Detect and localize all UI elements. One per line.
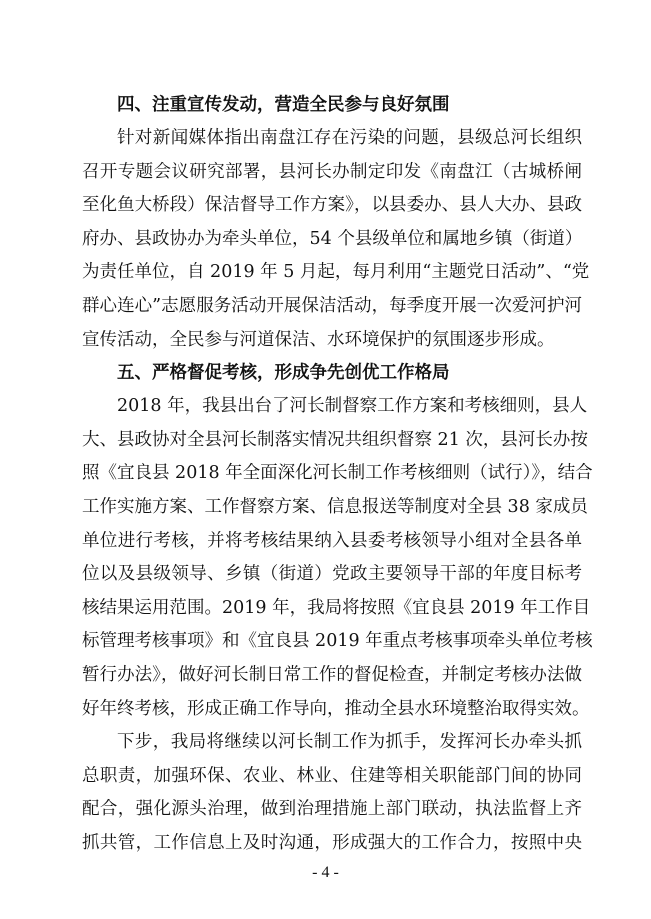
paragraph-line: 为责任单位，自 2019 年 5 月起，每月利用“主题党日活动”、“党 (82, 262, 590, 283)
paragraph-line: 工作实施方案、工作督察方案、信息报送等制度对全县 38 家成员 (82, 496, 588, 517)
closing-paragraph (82, 726, 582, 860)
paragraph-line: 总职责，加强环保、农业、林业、住建等相关职能部门间的协同 (82, 765, 582, 786)
paragraph-line: 针对新闻媒体指出南盘江存在污染的问题，县级总河长组织 (117, 128, 582, 148)
paragraph-line: 标管理考核事项》和《宜良县 2019 年重点考核事项牵头单位考核 (82, 631, 593, 652)
paragraph-line: 照《宜良县 2018 年全面深化河长制工作考核细则（试行）》，结合 (82, 463, 593, 484)
section-heading-5: 五、严格督促考核，形成争先创优工作格局 (117, 363, 450, 384)
paragraph-line: 核结果运用范围。2019 年，我局将按照《宜良县 2019 年工作目 (82, 597, 591, 618)
paragraph-line: 府办、县政协办为牵头单位，54 个县级单位和属地乡镇（街道） (82, 228, 583, 249)
section-heading-4: 四、注重宣传发动，营造全民参与良好氛围 (117, 95, 450, 115)
paragraph-line: 暂行办法》，做好河长制日常工作的督促检查，并制定考核办法做 (82, 664, 582, 685)
paragraph-line: 群心连心”志愿服务活动开展保洁活动，每季度开展一次爱河护河 (82, 295, 582, 316)
paragraph-line: 宣传活动，全民参与河道保洁、水环境保护的氛围逐步形成。 (82, 329, 555, 350)
paragraph-line: 抓共管，工作信息上及时沟通，形成强大的工作合力，按照中央 (82, 832, 582, 853)
paragraph-line: 召开专题会议研究部署，县河长办制定印发《南盘江（古城桥闸 (82, 161, 582, 182)
paragraph-line: 位以及县级领导、乡镇（街道）党政主要领导干部的年度目标考 (82, 564, 582, 585)
paragraph-line: 2018 年，我县出台了河长制督察工作方案和考核细则，县人 (117, 396, 588, 417)
paragraph-line: 下步，我局将继续以河长制工作为抓手，发挥河长办牵头抓 (117, 732, 582, 753)
paragraph-line: 单位进行考核，并将考核结果纳入县委考核领导小组对全县各单 (82, 530, 582, 551)
section-4-paragraph (82, 122, 590, 357)
paragraph-line: 至化鱼大桥段）保洁督导工作方案》，以县委办、县人大办、县政 (82, 195, 582, 216)
paragraph-line: 配合，强化源头治理，做到治理措施上部门联动，执法监督上齐 (82, 799, 582, 820)
section-5-paragraph (82, 390, 593, 726)
paragraph-line: 大、县政协对全县河长制落实情况共组织督察 21 次，县河长办按 (82, 429, 588, 450)
page-number: - 4 - (312, 864, 339, 881)
document-body (82, 89, 593, 860)
paragraph-line: 好年终考核，形成正确工作导向，推动全县水环境整治取得实效。 (82, 698, 590, 719)
